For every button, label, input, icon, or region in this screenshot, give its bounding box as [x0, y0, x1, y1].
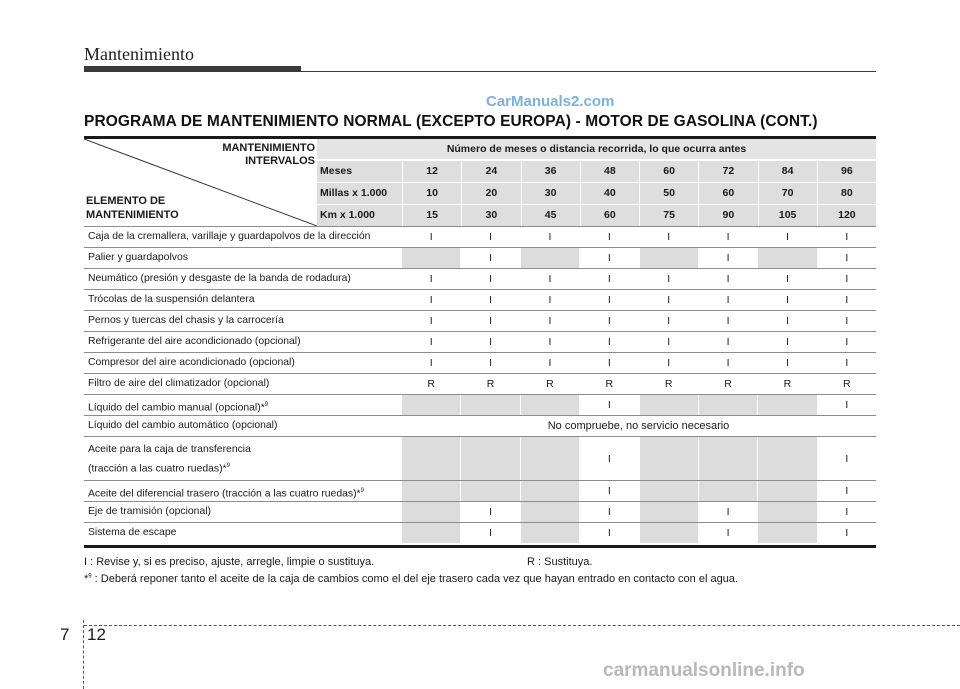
interval-cell: 45: [522, 205, 581, 226]
row-cell: I: [817, 353, 876, 373]
row-cell: [639, 395, 698, 415]
row-cell: I: [817, 437, 876, 480]
interval-row-label: Meses: [317, 161, 403, 182]
row-cell: I: [401, 290, 460, 310]
row-cell: R: [460, 374, 519, 394]
row-cell: I: [698, 311, 757, 331]
row-item-text-2: (tracción a las cuatro ruedas)*: [88, 463, 227, 475]
row-cell: I: [817, 227, 876, 247]
row-item-text: Neumático (presión y desgaste de la banda de rodadura): [88, 273, 351, 284]
section-title: PROGRAMA DE MANTENIMIENTO NORMAL (EXCEPTO EUROPA) - MOTOR DE GASOLINA (CONT.): [84, 113, 818, 130]
row-cell: I: [520, 290, 579, 310]
row-cell: [698, 437, 757, 480]
table-row: [84, 268, 876, 289]
interval-cell: 36: [522, 161, 581, 182]
interval-cell: 96: [841, 165, 853, 177]
row-cell: [639, 481, 698, 501]
intervals-heading: Número de meses o distancia recorrida, lo que ocurra antes: [317, 139, 876, 159]
row-cell: I: [698, 353, 757, 373]
interval-cell: 120: [838, 209, 856, 221]
row-item-name: [84, 437, 401, 480]
row-cell: I: [817, 248, 876, 268]
interval-row-label: Millas x 1.000: [317, 183, 403, 204]
row-item-name: [84, 332, 401, 352]
row-cell: [757, 502, 816, 522]
interval-cell: 72: [699, 161, 758, 182]
row-cell: I: [520, 332, 579, 352]
row-cell: I: [579, 227, 638, 247]
row-cell: I: [639, 269, 698, 289]
note-r: R : Sustituya.: [527, 556, 593, 568]
note-star-prefix: *: [84, 573, 89, 585]
interval-cell: 84: [759, 161, 818, 182]
row-item-name: [84, 290, 401, 310]
maintenance-table-body: [84, 226, 876, 543]
table-row: [84, 501, 876, 522]
row-cell: I: [579, 502, 638, 522]
note-i: [84, 556, 374, 568]
row-item-text: Trócolas de la suspensión delantera: [88, 294, 255, 305]
row-cell: I: [757, 311, 816, 331]
row-cell: I: [579, 248, 638, 268]
row-cell: [520, 248, 579, 268]
row-cell: [520, 523, 579, 543]
row-item-text: Palier y guardapolvos: [88, 252, 188, 263]
row-cell: [520, 437, 579, 480]
row-cell: I: [757, 227, 816, 247]
row-item-name: [84, 502, 401, 522]
footer-rule: [84, 625, 960, 626]
row-cell: I: [460, 353, 519, 373]
interval-cell: 70: [759, 183, 818, 204]
table-row: [84, 394, 876, 415]
row-cell: I: [401, 269, 460, 289]
interval-cell: 30: [462, 205, 521, 226]
row-cell: [401, 502, 460, 522]
footnote-marker: 9: [360, 488, 364, 494]
interval-cell: 60: [699, 183, 758, 204]
row-cell: I: [460, 269, 519, 289]
interval-cell: 30: [522, 183, 581, 204]
row-item-name: [84, 311, 401, 331]
row-item-name: [84, 248, 401, 268]
row-cell: I: [579, 395, 638, 415]
interval-cell: 105: [759, 205, 818, 226]
intervals-label: [222, 142, 315, 168]
row-cell: [639, 437, 698, 480]
header-bar: [84, 66, 301, 72]
page-header-title: Mantenimiento: [84, 44, 194, 64]
row-cell: I: [579, 437, 638, 480]
row-cell: I: [817, 395, 876, 415]
interval-row-label: Km x 1.000: [317, 205, 403, 226]
interval-cell: 20: [462, 183, 521, 204]
row-cell: [520, 395, 579, 415]
row-cell: [460, 481, 519, 501]
row-cell: I: [460, 290, 519, 310]
page-number: 12: [87, 625, 106, 644]
element-label-line2: MANTENIMIENTO: [86, 209, 179, 221]
row-cell: R: [579, 374, 638, 394]
row-cell: I: [639, 332, 698, 352]
row-cell: I: [639, 353, 698, 373]
row-item-name: [84, 481, 401, 501]
note-star-sup: 9: [88, 573, 92, 580]
row-item-name: [84, 523, 401, 543]
row-cell: I: [639, 290, 698, 310]
table-row: [84, 247, 876, 268]
interval-cell: 10: [403, 183, 462, 204]
row-cell: [520, 481, 579, 501]
interval-cell: 24: [462, 161, 521, 182]
table-row: [84, 436, 876, 480]
row-cell: [401, 481, 460, 501]
watermark-bottom: carmanualsonline.info: [603, 660, 805, 681]
table-row: [84, 480, 876, 501]
row-cell: R: [520, 374, 579, 394]
interval-cell: 15: [403, 205, 462, 226]
intervals-label-line1: MANTENIMIENTO: [222, 142, 315, 154]
interval-row: [317, 160, 876, 182]
interval-cell: 60: [640, 161, 699, 182]
table-row: [84, 226, 876, 247]
row-cell: I: [817, 311, 876, 331]
interval-row: [317, 182, 876, 204]
row-item-text: Eje de tramisión (opcional): [88, 506, 212, 517]
row-cell: I: [520, 227, 579, 247]
row-cell: [520, 502, 579, 522]
row-cell: I: [757, 290, 816, 310]
row-cell: I: [460, 523, 519, 543]
row-cell: [757, 395, 816, 415]
row-item-name: [84, 353, 401, 373]
header-rule: [301, 71, 876, 72]
row-item-text: Aceite para la caja de transferencia: [88, 444, 251, 455]
row-cell: I: [579, 481, 638, 501]
row-item-text: Aceite del diferencial trasero (tracción a las cuatro ruedas)*: [88, 488, 361, 500]
row-cell: [401, 437, 460, 480]
footer-divider: [83, 620, 84, 689]
intervals-label-line2: INTERVALOS: [245, 155, 315, 167]
row-item-name: [84, 395, 401, 415]
row-cell: I: [817, 523, 876, 543]
row-cell: [757, 481, 816, 501]
row-item-text: Líquido del cambio automático (opcional): [88, 420, 278, 431]
row-cell: [639, 523, 698, 543]
row-cell: I: [460, 332, 519, 352]
row-cell: I: [817, 502, 876, 522]
note-star: [84, 573, 738, 585]
interval-cell: 40: [581, 183, 640, 204]
row-cell: I: [698, 248, 757, 268]
row-cell: I: [460, 502, 519, 522]
row-cell: [757, 523, 816, 543]
row-cell: R: [757, 374, 816, 394]
row-cell: I: [579, 269, 638, 289]
row-item-text: Líquido del cambio manual (opcional)*: [88, 402, 265, 414]
row-cell: I: [579, 311, 638, 331]
row-span-note: No compruebe, no servicio necesario: [547, 420, 730, 432]
row-cell: [401, 395, 460, 415]
row-cell: I: [817, 332, 876, 352]
table-corner-header: [84, 139, 317, 226]
footnote-marker: 9: [226, 463, 230, 469]
row-item-text: Pernos y tuercas del chasis y la carrocería: [88, 315, 284, 326]
row-cell: I: [639, 311, 698, 331]
interval-cell: 75: [640, 205, 699, 226]
table-row: [84, 310, 876, 331]
row-cell: I: [639, 227, 698, 247]
row-cell: [698, 395, 757, 415]
row-cell: I: [520, 353, 579, 373]
row-cell: [401, 523, 460, 543]
row-cell: I: [460, 248, 519, 268]
element-label: [86, 194, 179, 222]
row-cell: [639, 502, 698, 522]
row-cell: R: [639, 374, 698, 394]
row-cell: I: [520, 311, 579, 331]
row-cell: I: [401, 227, 460, 247]
row-item-text: Caja de la cremallera, varillaje y guardapolvos de la dirección: [88, 231, 371, 242]
row-cell: [460, 437, 519, 480]
interval-cell: 48: [581, 161, 640, 182]
interval-cell: 90: [699, 205, 758, 226]
element-label-line1: ELEMENTO DE: [86, 195, 166, 207]
note-i-text: I : Revise y, si es preciso, ajuste, arregle, limpie o sustituya.: [84, 556, 375, 568]
table-bottom-rule: [84, 545, 876, 548]
row-cell: I: [698, 227, 757, 247]
table-row: [84, 289, 876, 310]
row-cell: I: [698, 502, 757, 522]
footnote-marker: 9: [264, 402, 269, 408]
row-cell: I: [401, 311, 460, 331]
row-cell: I: [579, 290, 638, 310]
row-cell: I: [698, 523, 757, 543]
row-cell: [460, 395, 519, 415]
row-item-text: Compresor del aire acondicionado (opcional): [88, 357, 295, 368]
table-row: [84, 415, 876, 436]
row-item-name: [84, 374, 401, 394]
row-cell: I: [698, 332, 757, 352]
row-cell: [639, 248, 698, 268]
row-cell: I: [401, 353, 460, 373]
row-cell: I: [460, 227, 519, 247]
table-row: [84, 352, 876, 373]
row-cell: I: [817, 481, 876, 501]
interval-cell: 50: [640, 183, 699, 204]
row-cell: I: [401, 332, 460, 352]
row-cell: I: [757, 269, 816, 289]
row-cell: R: [698, 374, 757, 394]
row-cell: [698, 481, 757, 501]
interval-cell: 80: [841, 187, 853, 199]
table-row: [84, 373, 876, 394]
interval-row: [317, 204, 876, 226]
row-cell: I: [817, 290, 876, 310]
row-cell: R: [401, 374, 460, 394]
row-item-text: Refrigerante del aire acondicionado (opcional): [88, 336, 301, 347]
interval-cell: 60: [581, 205, 640, 226]
row-item-name: [84, 416, 401, 436]
row-cell: I: [579, 332, 638, 352]
row-cell: I: [579, 523, 638, 543]
table-row: [84, 331, 876, 352]
table-row: [84, 522, 876, 543]
row-item-text: Sistema de escape: [88, 527, 177, 538]
interval-cell: 12: [403, 161, 462, 182]
row-cell: I: [520, 269, 579, 289]
row-item-name: [84, 269, 401, 289]
row-cell: I: [817, 269, 876, 289]
row-item-name: [84, 227, 401, 247]
row-cell: I: [460, 311, 519, 331]
row-cell: [757, 437, 816, 480]
row-cell: I: [757, 353, 816, 373]
row-item-text: Filtro de aire del climatizador (opcional): [88, 378, 270, 389]
row-cell: I: [579, 353, 638, 373]
note-star-text: : Deberá reponer tanto el aceite de la caja de cambios como el del eje trasero cada vez que hayan entrado en contacto con el agua.: [91, 573, 738, 585]
row-cell: I: [698, 269, 757, 289]
row-cell: I: [698, 290, 757, 310]
chapter-number: 7: [60, 625, 70, 644]
row-cell: I: [757, 332, 816, 352]
row-cell: [757, 248, 816, 268]
row-cell: [401, 248, 460, 268]
row-cell: R: [817, 374, 876, 394]
watermark-top: CarManuals2.com: [486, 93, 615, 110]
